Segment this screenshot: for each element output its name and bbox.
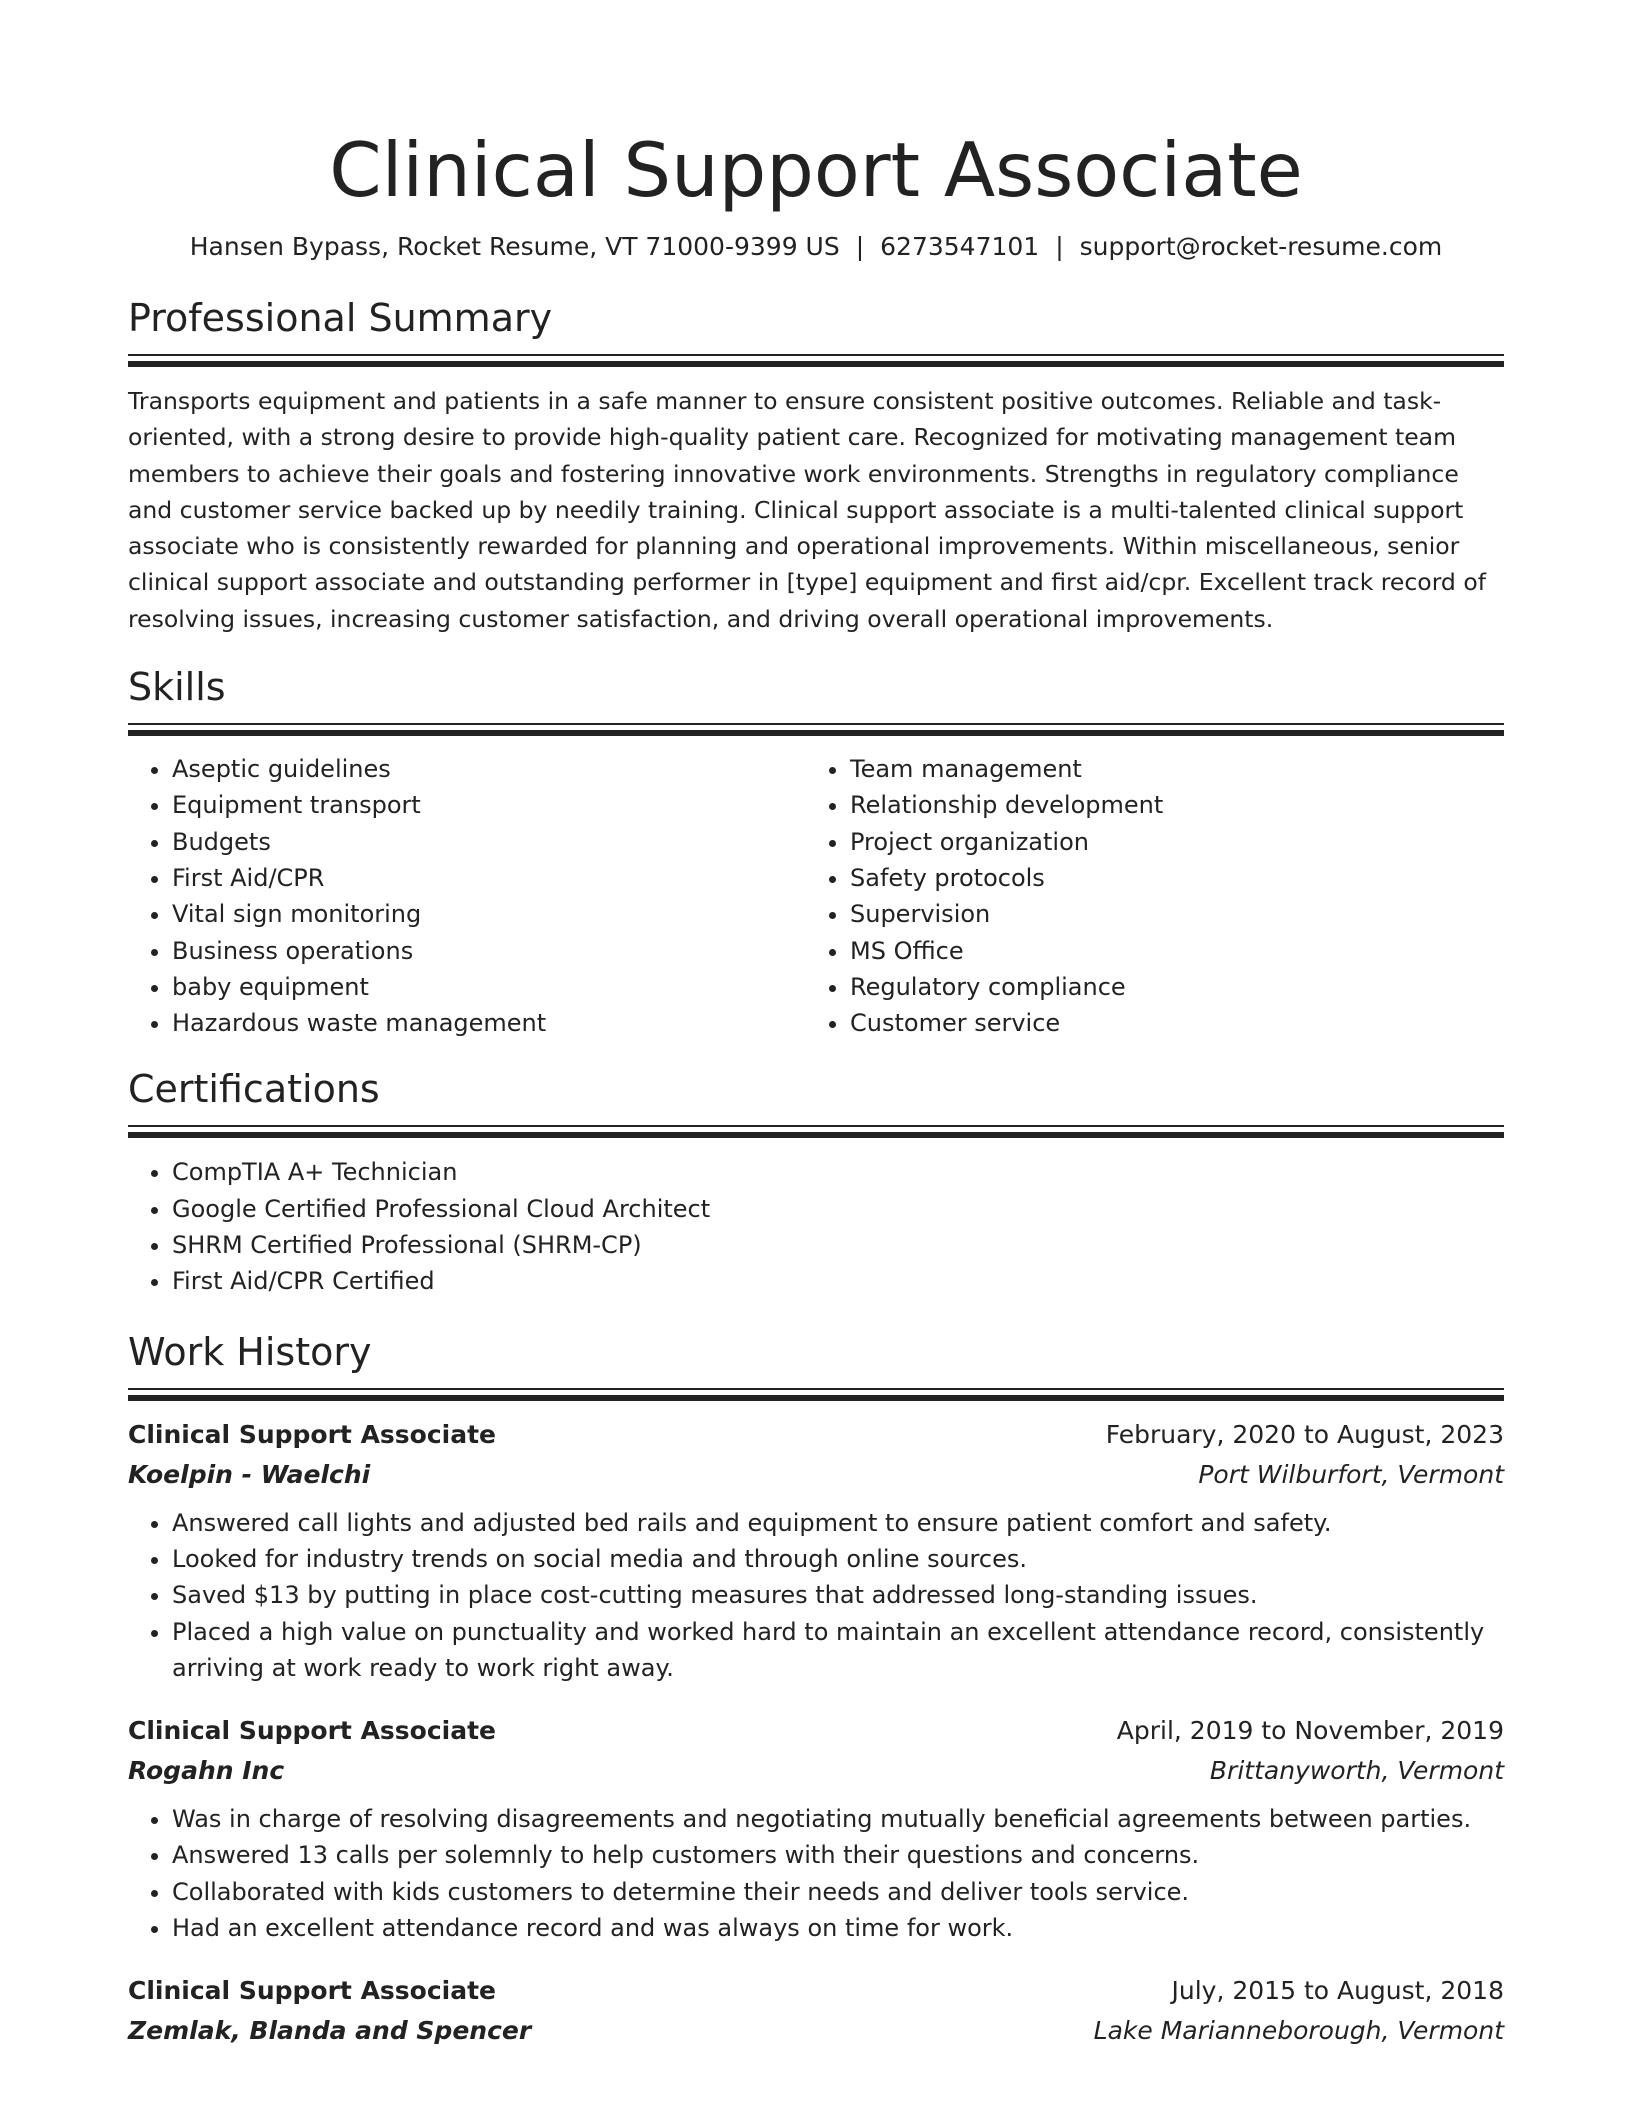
certification-item: • First Aid/CPR Certified: [172, 1263, 1504, 1299]
contact-separator: |: [855, 232, 865, 261]
job-company: Rogahn Inc: [128, 1756, 285, 1786]
job-company: Koelpin - Waelchi: [128, 1459, 371, 1489]
skills-columns: [128, 751, 1504, 1041]
skill-item: • Budgets: [172, 824, 806, 860]
contact-separator: |: [1055, 232, 1064, 261]
contact-phone: 6273547101: [880, 232, 1040, 261]
job-header-row: [128, 1415, 1504, 1455]
certification-item: • Google Certified Professional Cloud Architect: [172, 1191, 1504, 1227]
skill-item: • Aseptic guidelines: [172, 751, 806, 787]
job-entry: [128, 1415, 1504, 1686]
skill-item: • Vital sign monitoring: [172, 896, 806, 932]
skills-section: [128, 663, 1504, 1041]
skills-list-right: [806, 751, 1484, 1041]
job-dates: April, 2019 to November, 2019: [1116, 1716, 1504, 1746]
job-bullet: • Collaborated with kids customers to determine their needs and deliver tools service.: [172, 1874, 1504, 1910]
job-bullets: [128, 1505, 1504, 1686]
skill-item: • Safety protocols: [850, 860, 1484, 896]
section-divider: [128, 354, 1504, 367]
job-company: Zemlak, Blanda and Spencer: [128, 2016, 532, 2046]
contact-email: support@rocket-resume.com: [1079, 232, 1443, 261]
skill-item: • Supervision: [850, 896, 1484, 932]
skill-item: • Equipment transport: [172, 787, 806, 823]
resume-name: Clinical Support Associate: [329, 126, 1303, 214]
job-location: Port Wilburfort, Vermont: [1198, 1459, 1504, 1489]
job-bullet: • Was in charge of resolving disagreements and negotiating mutually beneficial agreements between parties.: [172, 1801, 1504, 1837]
job-bullet: • Placed a high value on punctuality and worked hard to maintain an excellent attendance record, consistently arriving at work ready to work right away.: [172, 1614, 1504, 1687]
job-location: Brittanyworth, Vermont: [1209, 1756, 1504, 1786]
resume-page: [128, 0, 1504, 2051]
job-title: Clinical Support Associate: [128, 1419, 497, 1449]
work-history-section: [128, 1328, 1504, 2052]
section-divider: [128, 1388, 1504, 1401]
job-entry: [128, 1971, 1504, 2051]
job-dates: July, 2015 to August, 2018: [1171, 1976, 1504, 2006]
skill-item: • Customer service: [850, 1005, 1484, 1041]
section-title-skills: Skills: [128, 665, 226, 710]
job-title: Clinical Support Associate: [128, 1716, 497, 1746]
job-location: Lake Marianneborough, Vermont: [1093, 2016, 1504, 2046]
job-bullets: [128, 1801, 1504, 1946]
skills-column-left: [128, 751, 806, 1041]
certifications-list: [128, 1154, 1504, 1299]
section-title-summary: Professional Summary: [128, 296, 553, 340]
skill-item: • Hazardous waste management: [172, 1005, 806, 1041]
job-bullet: • Answered call lights and adjusted bed rails and equipment to ensure patient comfort and safety.: [172, 1505, 1504, 1541]
certifications-section: [128, 1065, 1504, 1299]
summary-text: Transports equipment and patients in a safe manner to ensure consistent positive outcomes. Reliable and task-oriented, with a strong desire to provide high-quality patient care. Recognized for motivating management team members to achieve their goals and fostering innovative work environments. Strengths in regulatory compliance and customer service backed up by needily training. Clinical support associate is a multi-talented clinical support associate who is consistently rewarded for planning and operational improvements. Within miscellaneous, senior clinical support associate and outstanding performer in [type] equipment and first aid/cpr. Excellent track record of resolving issues, increasing customer satisfaction, and driving overall operational improvements.: [128, 387, 1486, 633]
job-header-row: [128, 1711, 1504, 1751]
job-bullet: • Saved $13 by putting in place cost-cutting measures that addressed long-standing issues.: [172, 1577, 1504, 1613]
contact-address: Hansen Bypass, Rocket Resume, VT 71000-9399 US: [189, 232, 840, 261]
job-dates: February, 2020 to August, 2023: [1105, 1419, 1504, 1449]
certification-item: • SHRM Certified Professional (SHRM-CP): [172, 1227, 1504, 1263]
job-entry: [128, 1711, 1504, 1946]
job-company-row: [128, 1751, 1504, 1791]
section-divider: [128, 1125, 1504, 1138]
skill-item: • First Aid/CPR: [172, 860, 806, 896]
contact-line: [128, 230, 1504, 264]
section-divider: [128, 723, 1504, 736]
job-bullet: • Looked for industry trends on social media and through online sources.: [172, 1541, 1504, 1577]
skill-item: • Relationship development: [850, 787, 1484, 823]
job-header-row: [128, 1971, 1504, 2011]
job-company-row: [128, 2011, 1504, 2051]
section-title-work-history: Work History: [128, 1329, 372, 1374]
skill-item: • Team management: [850, 751, 1484, 787]
summary-section: [128, 294, 1504, 637]
job-company-row: [128, 1455, 1504, 1495]
section-title-certifications: Certifications: [128, 1067, 380, 1112]
job-title: Clinical Support Associate: [128, 1976, 497, 2006]
certification-item: • CompTIA A+ Technician: [172, 1154, 1504, 1190]
skill-item: • Regulatory compliance: [850, 969, 1484, 1005]
skill-item: • Business operations: [172, 933, 806, 969]
skills-column-right: [806, 751, 1484, 1041]
skill-item: • baby equipment: [172, 969, 806, 1005]
skill-item: • Project organization: [850, 824, 1484, 860]
job-bullet: • Answered 13 calls per solemnly to help customers with their questions and concerns.: [172, 1837, 1504, 1873]
job-bullet: • Had an excellent attendance record and was always on time for work.: [172, 1910, 1504, 1946]
skills-list-left: [128, 751, 806, 1041]
skill-item: • MS Office: [850, 933, 1484, 969]
